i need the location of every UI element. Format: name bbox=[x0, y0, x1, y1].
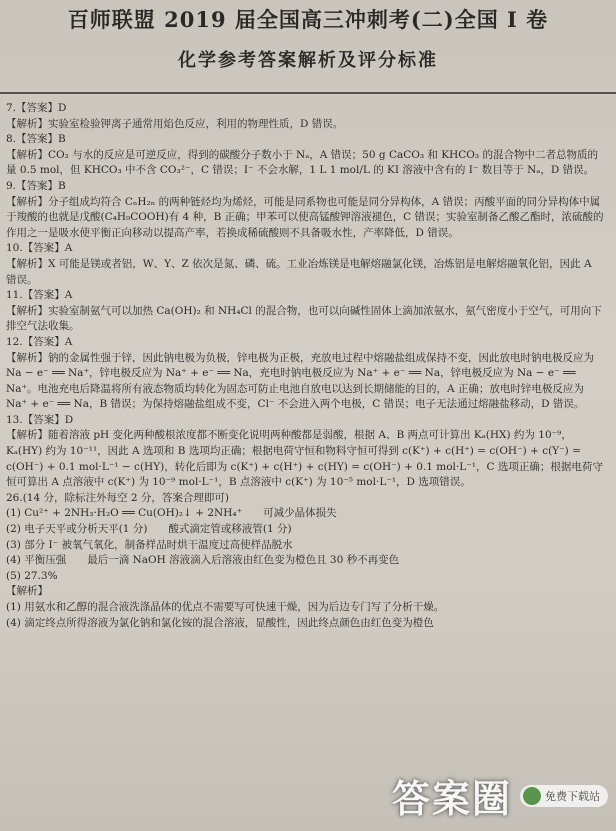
answer-item-12 bbox=[6, 335, 604, 413]
answer-heading: 10.【答案】A bbox=[6, 242, 73, 255]
sub-answer-line: (4) 平衡压强 最后一滴 NaOH 溶液滴入后溶液由红色变为橙色且 30 秒不再变色 bbox=[6, 554, 400, 567]
answer-heading: 13.【答案】D bbox=[6, 413, 74, 426]
watermark bbox=[392, 768, 608, 823]
sub-answer-line: (1) Cu²⁺ + 2NH₃·H₂O ══ Cu(OH)₂↓ + 2NH₄⁺ 可减少晶体损失 bbox=[6, 507, 337, 520]
answer-item-11 bbox=[6, 288, 604, 335]
sub-answer-line: (2) 电子天平或分析天平(1 分) 酸式滴定管或移液管(1 分) bbox=[6, 523, 292, 536]
answer-heading: 9.【答案】B bbox=[6, 179, 66, 192]
answer-heading: 26.(14 分，除标注外每空 2 分，答案合理即可) bbox=[6, 491, 229, 504]
explanation-text: 【解析】钠的金属性强于锌，因此钠电极为负极，锌电极为正极，充放电过程中熔融盐组成保持不变，因此放电时钠电极反应为 Na − e⁻ ══ Na⁺，锌电极反应为 Na⁺ + e⁻ ══ Na，充电时钠电极反应为 Na⁺ + e⁻ ══ Na，锌电极反应为 Na − e⁻ ══ Na⁺。电池充电后降温将所有液态物质均转化为固态可防止电池自放电以达到长期储能的目的，A 正确；放电时锌电极反应为 Na⁺ + e⁻ ══ Na，B 错误；为保持熔融盐组成不变，Cl⁻ 不会进入两个电极，C 错误；电子无法通过熔融盐移动，D 错误。 bbox=[6, 351, 594, 411]
watermark-badge-label: 免费下载站 bbox=[545, 789, 600, 803]
answer-body bbox=[6, 101, 604, 631]
watermark-badge bbox=[520, 785, 608, 807]
answer-heading: 8.【答案】B bbox=[6, 133, 66, 146]
explanation-line: (4) 滴定终点所得溶液为氯化钠和氯化铵的混合溶液，显酸性，因此终点颜色由红色变为橙色 bbox=[6, 616, 434, 629]
answer-item-13 bbox=[6, 413, 604, 491]
wechat-icon bbox=[523, 787, 541, 805]
explanation-text: 【解析】X 可能是镁或者铝，W、Y、Z 依次是氮、磷、硫。工业冶炼镁是电解熔融氯化镁，冶炼铝是电解熔融氧化铝，因此 A 错误。 bbox=[6, 257, 592, 286]
answer-heading: 7.【答案】D bbox=[6, 102, 67, 114]
explanation-text: 【解析】随着溶液 pH 变化两种酸根浓度都不断变化说明两种酸都是弱酸，根据 A、B 两点可计算出 Kₐ(HX) 约为 10⁻⁹，Kₐ(HY) 约为 10⁻¹¹，因此 A 选项和 B 选项均正确；根据电荷守恒和物料守恒可得到 c(K⁺) + c(H⁺) = c(OH⁻) + c(Y⁻) = c(OH⁻) + 0.1 mol·L⁻¹ − c(HY)，转化后即为 c(K⁺) + c(H⁺) + c(HY) = c(OH⁻) + 0.1 mol·L⁻¹，C 选项正确；根据电荷守恒可算出 A 点溶液中 c(K⁺) 为 10⁻⁹ mol·L⁻¹，B 点溶液中 c(K⁺) 为 10⁻⁵ mol·L⁻¹，D 选项错误。 bbox=[6, 429, 603, 489]
header-divider bbox=[0, 92, 616, 94]
answer-heading: 11.【答案】A bbox=[6, 289, 73, 302]
sub-answer-line: (3) 部分 I⁻ 被氧气氧化，制备样品时烘干温度过高使样品脱水 bbox=[6, 538, 293, 551]
answer-item-8 bbox=[6, 132, 604, 179]
explanation-text: 【解析】实验室检验钾离子通常用焰色反应，利用的物理性质，D 错误。 bbox=[6, 117, 344, 130]
watermark-logo: 答案圈 bbox=[391, 777, 512, 821]
sub-answer-line: (5) 27.3% bbox=[6, 569, 58, 582]
answer-heading: 12.【答案】A bbox=[6, 335, 73, 348]
exam-title: 百师联盟 2019 届全国高三冲刺考(二)全国 I 卷 bbox=[67, 7, 549, 32]
answer-item-10 bbox=[6, 241, 604, 288]
explanation-text: 【解析】CO₂ 与水的反应是可逆反应，得到的碳酸分子数小于 Nₐ，A 错误；50 g CaCO₃ 和 KHCO₃ 的混合物中二者总物质的量 0.5 mol，但 KHCO₃ 中不含 CO₃²⁻，C 错误；I⁻ 不会水解，1 L 1 mol/L 的 KI 溶液中含有的 I⁻ 数目等于 Nₐ，D 错误。 bbox=[6, 148, 598, 177]
exam-subtitle: 化学参考答案解析及评分标准 bbox=[178, 50, 438, 71]
explanation-text: 【解析】分子组成均符合 CₙH₂ₙ 的两种链烃均为烯烃，可能是同系物也可能是同分异构体，A 错误；丙酸平面的同分异构体中属于羧酸的也就是戊酸(C₄H₉COOH)有 4 种，B 正确；甲苯可以使高锰酸钾溶液褪色，C 错误；实验室制备乙酸乙酯时，浓硫酸的作用之一是吸水使平衡正向移动以提高产率，若换成稀硫酸则不具备吸水性，产率降低，D 错误。 bbox=[6, 195, 604, 239]
answer-item-7 bbox=[6, 101, 604, 132]
answer-item-26 bbox=[6, 491, 604, 585]
explanation-line: (1) 用氨水和乙醇的混合液洗涤晶体的优点不需要写可快速干燥，因为后边专门写了分析干燥。 bbox=[6, 601, 445, 613]
explanation-text: 【解析】实验室制氨气可以加热 Ca(OH)₂ 和 NH₄Cl 的混合物，也可以向碱性固体上滴加浓氨水，氨气密度小于空气，可用向下排空气法收集。 bbox=[6, 304, 602, 333]
answer-item-9 bbox=[6, 179, 604, 241]
answer-heading: 【解析】 bbox=[6, 585, 48, 598]
answer-item-26-explanation bbox=[6, 584, 604, 631]
